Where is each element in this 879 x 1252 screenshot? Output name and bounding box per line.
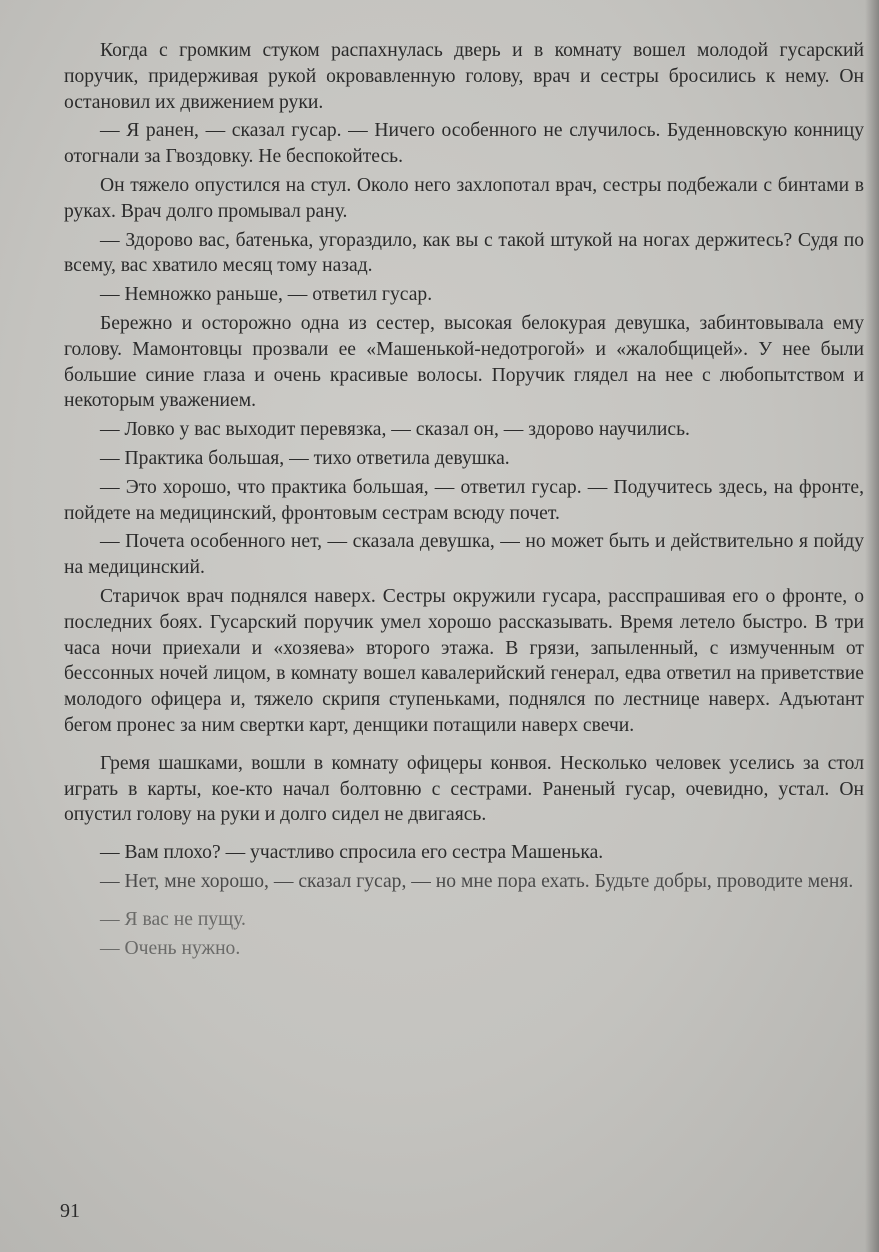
- page-number: 91: [60, 1200, 80, 1222]
- paragraph-9: — Это хорошо, что практика большая, — ответил гусар. — Подучитесь здесь, на фронте, пойдете на медицинский, фронтовым сестрам всюду почет.: [64, 476, 864, 524]
- paragraph-14: — Нет, мне хорошо, — сказал гусар, — но мне пора ехать. Будьте добры, проводите меня.: [100, 870, 854, 892]
- page-text: [64, 38, 864, 964]
- page-spine-shadow: [865, 0, 879, 1252]
- paragraph-3: Он тяжело опустился на стул. Около него захлопотал врач, сестры подбежали с бинтами в руках. Врач долго промывал рану.: [64, 174, 864, 222]
- paragraph-11: Старичок врач поднялся наверх. Сестры окружили гусара, расспрашивая его о фронте, о последних боях. Гусарский поручик умел хорошо рассказывать. Время летело быстро. В три часа ночи приехали и «хозяева» второго этажа. В грязи, запыленный, с измученным от бессонных ночей лицом, в комнату вошел кавалерийский генерал, едва ответил на приветствие молодого офицера и, тяжело скрипя ступеньками, поднялся по лестнице наверх. Адъютант бегом пронес за ним свертки карт, денщики потащили наверх свечи.: [64, 585, 864, 736]
- paragraph-13: — Вам плохо? — участливо спросила его сестра Машенька.: [100, 842, 604, 864]
- paragraph-10: — Почета особенного нет, — сказала девушка, — но может быть и действительно я пойду на медицинский.: [64, 531, 864, 579]
- paragraph-4: — Здорово вас, батенька, угораздило, как вы с такой штукой на ногах держитесь? Судя по всему, вас хватило месяц тому назад.: [64, 229, 864, 277]
- paragraph-7: — Ловко у вас выходит перевязка, — сказал он, — здорово научились.: [100, 419, 690, 441]
- paragraph-15: — Я вас не пущу.: [100, 908, 246, 930]
- paragraph-8: — Практика большая, — тихо ответила девушка.: [100, 447, 510, 469]
- paragraph-5: — Немножко раньше, — ответил гусар.: [100, 284, 433, 306]
- paragraph-12: Гремя шашками, вошли в комнату офицеры конвоя. Несколько человек уселись за стол играть в карты, кое-кто начал болтовню с сестрами. Раненый гусар, очевидно, устал. Он опустил голову на руки и долго сидел не двигаясь.: [64, 752, 864, 826]
- paragraph-1: Когда с громким стуком распахнулась дверь и в комнату вошел молодой гусарский поручик, придерживая рукой окровавленную голову, врач и сестры бросились к нему. Он остановил их движением руки.: [64, 40, 864, 113]
- paragraph-16: — Очень нужно.: [100, 937, 241, 959]
- paragraph-6: Бережно и осторожно одна из сестер, высокая белокурая девушка, забинтовывала ему голову. Мамонтовцы прозвали ее «Машенькой-недотрогой» и «жалобщицей». У нее были большие синие глаза и очень красивые волосы. Поручик глядел на нее с любопытством и некоторым уважением.: [64, 312, 864, 412]
- paragraph-2: — Я ранен, — сказал гусар. — Ничего особенного не случилось. Буденновскую конницу отогнали за Гвоздовку. Не беспокойтесь.: [64, 120, 864, 168]
